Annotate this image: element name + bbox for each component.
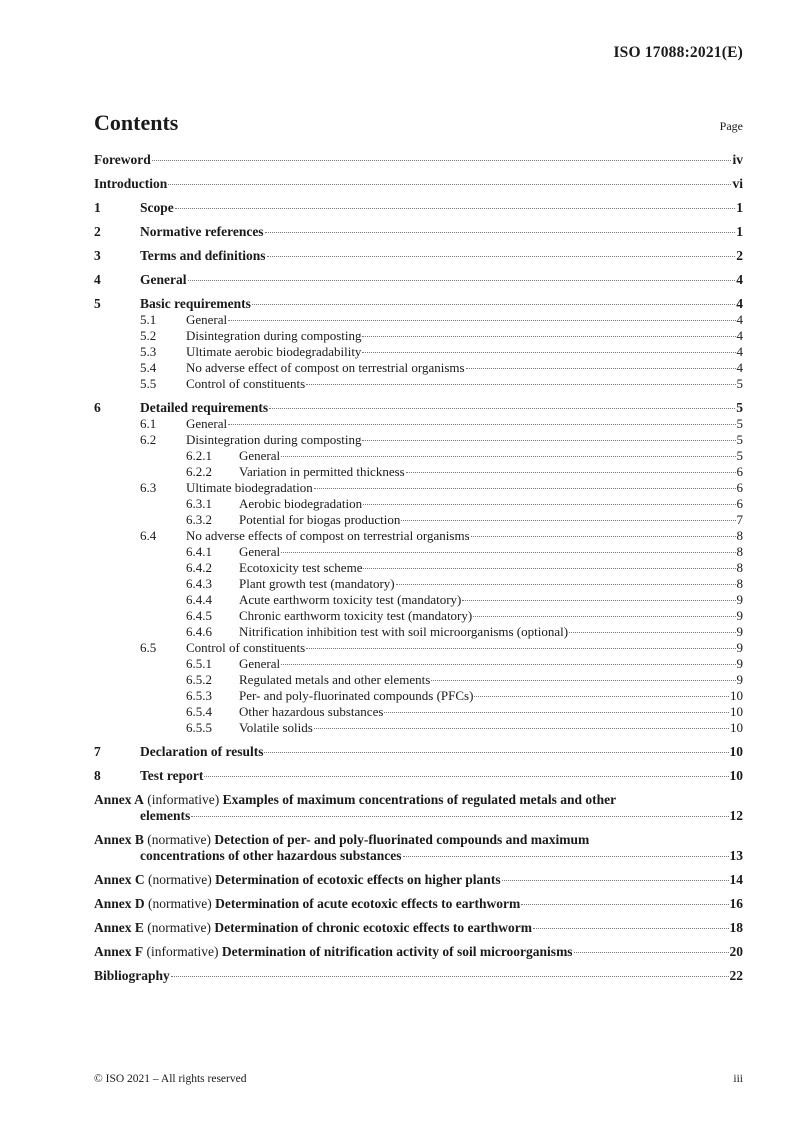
toc-entry-number: 8 [94,768,101,783]
dot-leader [384,712,729,713]
toc-entry-number: 6.2.1 [186,448,212,463]
annex-kind: (informative) [147,792,220,807]
toc-entry-page: 6 [736,496,743,511]
toc-entry[interactable] [94,704,743,720]
toc-entry-title[interactable]: Introduction [94,176,168,191]
annex-label: Annex C [94,872,145,887]
toc-entry-number: 5.5 [140,376,157,391]
annex-entry[interactable] [94,920,743,936]
bibliography-title[interactable]: Bibliography [94,968,170,983]
dot-leader [171,976,729,977]
toc-entry-number: 6.4.3 [186,576,212,591]
annex-title[interactable]: Determination of acute ecotoxic effects to earthworm [215,896,521,911]
toc-entry[interactable] [94,312,743,328]
toc-entry-title[interactable]: Test report [140,768,204,783]
toc-entry-title[interactable]: Regulated metals and other elements [239,672,431,687]
toc-entry-page: 4 [736,312,743,327]
toc-entry[interactable] [94,200,743,216]
toc-entry-number: 5.3 [140,344,157,359]
toc-entry[interactable] [94,624,743,640]
toc-entry-title[interactable]: Ultimate aerobic biodegradability [186,344,362,359]
page-column-label: Page [719,119,743,133]
toc-entry[interactable] [94,224,743,240]
dot-leader [502,880,729,881]
toc-entry-page: 4 [736,344,743,359]
toc-entry[interactable] [94,560,743,576]
annex-label: Annex E [94,920,144,935]
toc-entry[interactable] [94,400,743,416]
toc-entry[interactable] [94,672,743,688]
annex-line [94,920,743,936]
toc-entry-number: 6.5.3 [186,688,212,703]
dot-leader [314,728,729,729]
toc-entry-page: 5 [736,400,743,415]
toc-entry[interactable] [94,544,743,560]
dot-leader [269,408,735,409]
toc-entry-number: 6.5.5 [186,720,212,735]
toc-entry-number: 5.2 [140,328,157,343]
toc-entry-page: 9 [736,640,743,655]
annex-title[interactable]: Detection of per- and poly-fluorinated compounds and maximum [214,832,590,847]
dot-leader [265,232,736,233]
toc-entry-number: 6.4.1 [186,544,212,559]
toc-entry[interactable] [94,176,743,192]
toc-entry-page: 10 [730,720,743,735]
dot-leader [281,664,735,665]
dot-leader [406,472,736,473]
toc-entry[interactable] [94,528,743,544]
dot-leader [306,384,735,385]
dot-leader [396,584,736,585]
toc-entry-page: 4 [736,272,743,287]
dot-leader [462,600,735,601]
dot-leader [168,184,731,185]
toc-entry-page: 10 [729,744,743,759]
toc-entry-title[interactable]: Chronic earthworm toxicity test (mandatory) [239,608,473,623]
toc-entry-title[interactable]: Terms and definitions [140,248,266,263]
dot-leader [431,680,735,681]
toc-entry-title[interactable]: Nitrification inhibition test with soil microorganisms (optional) [239,624,569,639]
annex-line [94,872,743,888]
dot-leader [363,504,735,505]
dot-leader [569,632,735,633]
dot-leader [252,304,735,305]
toc-entry-title[interactable]: General [186,416,228,431]
toc-entry[interactable] [94,464,743,480]
toc-entry-number: 5.4 [140,360,157,375]
dot-leader [281,552,735,553]
toc-entry-number: 6.5.4 [186,704,212,719]
toc-entry[interactable] [94,768,743,784]
annex-kind: (normative) [147,832,211,847]
toc-entry-page: vi [732,176,743,191]
toc-entry-page: 4 [736,328,743,343]
toc-entry-title[interactable]: Variation in permitted thickness [239,464,405,479]
annex-label: Annex D [94,896,145,911]
toc-entry-title[interactable]: General [140,272,187,287]
toc-entry-title[interactable]: General [239,448,281,463]
toc-entry-number: 6.4.4 [186,592,212,607]
toc-entry-number: 6 [94,400,101,415]
toc-entry-bibliography[interactable] [94,968,743,984]
dot-leader [474,696,729,697]
dot-leader [175,208,736,209]
toc-entry-number: 5.1 [140,312,157,327]
toc-entry-page: 1 [736,200,743,215]
annex-first-line [94,832,743,848]
toc-entry-title[interactable]: Disintegration during composting [186,328,362,343]
toc-entry-number: 7 [94,744,101,759]
dot-leader [267,256,736,257]
toc-entry[interactable] [94,592,743,608]
contents-header [94,110,743,136]
toc-entry-title[interactable]: Volatile solids [239,720,313,735]
annex-title[interactable]: Determination of nitrification activity of soil microorganisms [221,944,573,959]
annex-heading [94,920,532,936]
annex-second-line [94,848,743,864]
toc-entry-title[interactable]: No adverse effect of compost on terrestrial organisms [186,360,465,375]
toc-entry[interactable] [94,360,743,376]
dot-leader [401,520,735,521]
toc-entry-page: 5 [736,416,743,431]
toc-entry-page: 9 [736,592,743,607]
toc-entry-title[interactable]: Ecotoxicity test scheme [239,560,363,575]
toc-entry[interactable] [94,344,743,360]
toc-entry[interactable] [94,688,743,704]
toc-entry-number: 2 [94,224,101,239]
toc-entry-number: 6.5.1 [186,656,212,671]
annex-kind: (normative) [148,896,212,911]
toc-entry-number: 6.3 [140,480,157,495]
dot-leader [281,456,735,457]
dot-leader [264,752,728,753]
annex-title-continued[interactable]: elements [140,808,191,823]
toc-entry-page: 1 [736,224,743,239]
toc-entry-page: 5 [736,376,743,391]
page-number: iii [733,1073,743,1085]
annex-title[interactable]: Examples of maximum concentrations of regulated metals and other [222,792,617,807]
annex-page: 13 [729,848,743,863]
annex-label: Annex F [94,944,144,959]
annex-label: Annex A [94,792,144,807]
toc-entry[interactable] [94,720,743,736]
dot-leader [204,776,728,777]
dot-leader [521,904,728,905]
toc-entry[interactable] [94,496,743,512]
toc-entry[interactable] [94,248,743,264]
annex-label: Annex B [94,832,144,847]
toc-entry-title[interactable]: Detailed requirements [140,400,269,415]
toc-entry[interactable] [94,608,743,624]
annex-entry[interactable] [94,896,743,912]
toc-entry-page: 10 [729,768,743,783]
toc-entry-number: 6.2.2 [186,464,212,479]
toc-entry-page: 8 [736,560,743,575]
toc-entry-number: 6.3.1 [186,496,212,511]
annex-kind: (informative) [146,944,219,959]
toc-entry-number: 5 [94,296,101,311]
toc-entry-title[interactable]: Plant growth test (mandatory) [239,576,395,591]
toc-entry-number: 6.5.2 [186,672,212,687]
toc-entry-title[interactable]: Scope [140,200,174,215]
toc-entry-page: 4 [736,360,743,375]
copyright-notice: © ISO 2021 – All rights reserved [94,1073,247,1085]
toc-entry-page: 4 [736,296,743,311]
toc-entry[interactable] [94,328,743,344]
toc-entry-title[interactable]: Basic requirements [140,296,251,311]
toc-entry-page: 10 [730,704,743,719]
toc-entry-page: 9 [736,624,743,639]
toc-entry-page: 2 [736,248,743,263]
toc-entry-title[interactable]: Foreword [94,152,151,167]
dot-leader [403,856,729,857]
toc-entry[interactable] [94,640,743,656]
toc-entry[interactable] [94,744,743,760]
toc-entry[interactable] [94,512,743,528]
toc-entry-number: 4 [94,272,101,287]
dot-leader [362,352,735,353]
toc-entry-title[interactable]: No adverse effects of compost on terrestrial organisms [186,528,470,543]
toc-entry[interactable] [94,656,743,672]
toc-entry[interactable] [94,296,743,312]
toc-entry-title[interactable]: General [186,312,228,327]
toc-entry[interactable] [94,376,743,392]
page-footer [94,1073,743,1085]
annex-page: 14 [729,872,743,887]
annex-heading [94,944,573,960]
toc-entry[interactable] [94,448,743,464]
annex-entry[interactable] [94,832,743,864]
dot-leader [188,280,736,281]
toc-entry[interactable] [94,480,743,496]
annex-title[interactable]: Determination of chronic ecotoxic effects to earthworm [214,920,533,935]
dot-leader [228,424,735,425]
annex-kind: (normative) [147,920,211,935]
toc-entry-page: iv [732,152,743,167]
dot-leader [314,488,736,489]
toc-entry-number: 6.4 [140,528,157,543]
toc-entry[interactable] [94,152,743,168]
toc-entry-page: 8 [736,576,743,591]
annex-title-continued[interactable]: concentrations of other hazardous substances [140,848,402,863]
toc-entry[interactable] [94,272,743,288]
toc-entry-number: 1 [94,200,101,215]
bibliography-page: 22 [729,968,743,983]
toc-entry-number: 6.4.5 [186,608,212,623]
toc-entry-title[interactable]: Ultimate biodegradation [186,480,313,495]
dot-leader [362,336,735,337]
annex-heading [94,872,501,888]
toc-entry-number: 3 [94,248,101,263]
dot-leader [473,616,735,617]
toc-entry-number: 6.1 [140,416,157,431]
dot-leader [228,320,735,321]
toc-entry-page: 9 [736,656,743,671]
toc-entry-number: 6.2 [140,432,157,447]
annex-second-line [94,808,743,824]
annex-heading [94,896,520,912]
toc-entry-title[interactable]: General [239,656,281,671]
contents-title: Contents [94,110,179,135]
toc-entry-title[interactable]: Declaration of results [140,744,264,759]
toc-entry-number: 6.4.6 [186,624,212,639]
toc-entry-page: 6 [736,464,743,479]
toc-entry-title[interactable]: Aerobic biodegradation [239,496,363,511]
dot-leader [466,368,736,369]
dot-leader [471,536,736,537]
toc-entry[interactable] [94,432,743,448]
dot-leader [152,160,732,161]
dot-leader [574,952,729,953]
toc-entry[interactable] [94,576,743,592]
toc-entry-number: 6.4.2 [186,560,212,575]
annex-entry[interactable] [94,872,743,888]
annex-kind: (normative) [148,872,212,887]
dot-leader [362,440,735,441]
toc-entry-page: 6 [736,480,743,495]
table-of-contents [94,152,743,984]
toc-entry-page: 5 [736,448,743,463]
dot-leader [191,816,728,817]
annex-title[interactable]: Determination of ecotoxic effects on higher plants [215,872,501,887]
toc-entry-title[interactable]: Other hazardous substances [239,704,384,719]
toc-entry-page: 9 [736,672,743,687]
dot-leader [363,568,735,569]
annex-first-line [94,792,743,808]
annex-page: 20 [729,944,743,959]
toc-entry-title[interactable]: Control of constituents [186,640,306,655]
toc-entry-page: 9 [736,608,743,623]
annex-line [94,896,743,912]
toc-entry-page: 8 [736,544,743,559]
toc-entry-title[interactable]: Control of constituents [186,376,306,391]
toc-entry-number: 6.5 [140,640,157,655]
toc-entry-page: 8 [736,528,743,543]
annex-page: 16 [729,896,743,911]
toc-entry-number: 6.3.2 [186,512,212,527]
toc-entry-title[interactable]: Acute earthworm toxicity test (mandatory) [239,592,462,607]
toc-entry-page: 7 [736,512,743,527]
annex-entry[interactable] [94,944,743,960]
annex-page: 12 [729,808,743,823]
toc-entry[interactable] [94,416,743,432]
toc-entry-page: 5 [736,432,743,447]
toc-entry-title[interactable]: General [239,544,281,559]
toc-entry-title[interactable]: Disintegration during composting [186,432,362,447]
annex-line [94,944,743,960]
toc-entry-title[interactable]: Potential for biogas production [239,512,401,527]
annex-page: 18 [729,920,743,935]
dot-leader [306,648,735,649]
document-id: ISO 17088:2021(E) [613,44,743,61]
toc-entry-title[interactable]: Normative references [140,224,264,239]
toc-entry-page: 10 [730,688,743,703]
toc-entry-title[interactable]: Per- and poly-fluorinated compounds (PFCs) [239,688,474,703]
annex-entry[interactable] [94,792,743,824]
dot-leader [533,928,728,929]
